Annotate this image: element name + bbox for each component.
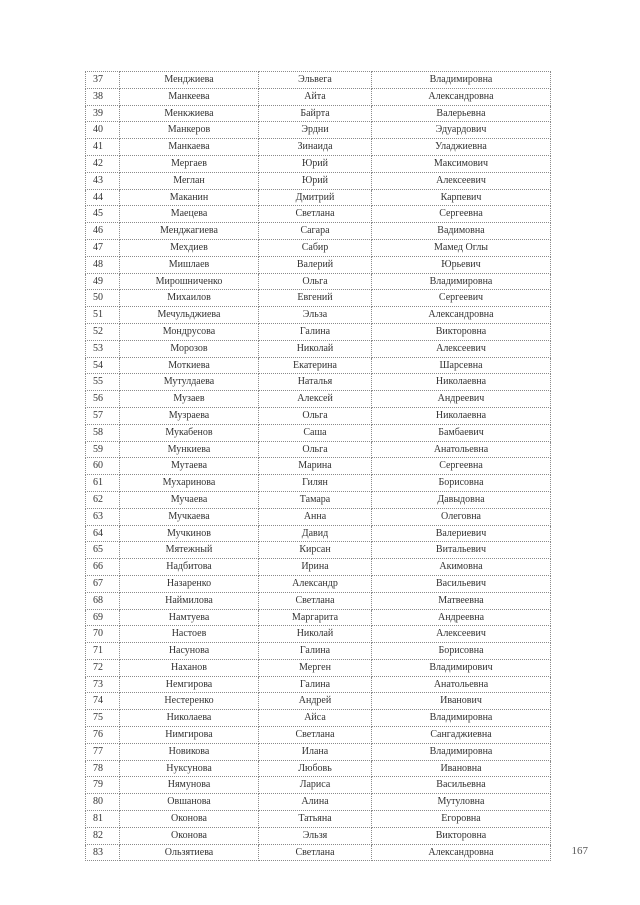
row-number-cell: 78: [86, 760, 120, 777]
first-name-cell: Галина: [259, 323, 372, 340]
table-row: [86, 424, 551, 441]
row-number-cell: 59: [86, 441, 120, 458]
first-name-cell: Илана: [259, 743, 372, 760]
surname-cell: Мухаринова: [120, 475, 259, 492]
row-number-cell: 57: [86, 407, 120, 424]
surname-cell: Мергаев: [120, 155, 259, 172]
table-row: [86, 575, 551, 592]
patronymic-cell: Андреевич: [372, 391, 551, 408]
patronymic-cell: Борисовна: [372, 475, 551, 492]
row-number-cell: 73: [86, 676, 120, 693]
patronymic-cell: Владимирович: [372, 659, 551, 676]
row-number-cell: 51: [86, 307, 120, 324]
row-number-cell: 46: [86, 223, 120, 240]
row-number-cell: 75: [86, 710, 120, 727]
first-name-cell: Айта: [259, 88, 372, 105]
row-number-cell: 45: [86, 206, 120, 223]
row-number-cell: 52: [86, 323, 120, 340]
roster-table: [85, 71, 551, 861]
table-row: [86, 844, 551, 861]
table-row: [86, 811, 551, 828]
patronymic-cell: Ивановна: [372, 760, 551, 777]
row-number-cell: 63: [86, 508, 120, 525]
first-name-cell: Байрта: [259, 105, 372, 122]
page-number: 167: [571, 845, 588, 857]
first-name-cell: Эльвега: [259, 72, 372, 89]
surname-cell: Нимгирова: [120, 727, 259, 744]
patronymic-cell: Андреевна: [372, 609, 551, 626]
table-row: [86, 323, 551, 340]
surname-cell: Николаева: [120, 710, 259, 727]
patronymic-cell: Бамбаевич: [372, 424, 551, 441]
patronymic-cell: Сангаджиевна: [372, 727, 551, 744]
row-number-cell: 62: [86, 491, 120, 508]
patronymic-cell: Васильевна: [372, 777, 551, 794]
row-number-cell: 81: [86, 811, 120, 828]
table-row: [86, 72, 551, 89]
table-row: [86, 458, 551, 475]
surname-cell: Мучкаева: [120, 508, 259, 525]
table-row: [86, 475, 551, 492]
surname-cell: Менкжиева: [120, 105, 259, 122]
first-name-cell: Светлана: [259, 206, 372, 223]
row-number-cell: 79: [86, 777, 120, 794]
patronymic-cell: Юрьевич: [372, 256, 551, 273]
row-number-cell: 50: [86, 290, 120, 307]
first-name-cell: Ольга: [259, 441, 372, 458]
patronymic-cell: Валерьевна: [372, 105, 551, 122]
patronymic-cell: Борисовна: [372, 643, 551, 660]
row-number-cell: 72: [86, 659, 120, 676]
table-row: [86, 88, 551, 105]
patronymic-cell: Олеговна: [372, 508, 551, 525]
table-row: [86, 155, 551, 172]
surname-cell: Музаев: [120, 391, 259, 408]
roster-table-container: [85, 71, 550, 861]
patronymic-cell: Алексеевич: [372, 626, 551, 643]
surname-cell: Мучкинов: [120, 525, 259, 542]
first-name-cell: Ирина: [259, 559, 372, 576]
table-row: [86, 357, 551, 374]
row-number-cell: 42: [86, 155, 120, 172]
first-name-cell: Валерий: [259, 256, 372, 273]
row-number-cell: 83: [86, 844, 120, 861]
first-name-cell: Мерген: [259, 659, 372, 676]
first-name-cell: Александр: [259, 575, 372, 592]
table-row: [86, 239, 551, 256]
surname-cell: Оконова: [120, 827, 259, 844]
surname-cell: Овшанова: [120, 794, 259, 811]
first-name-cell: Эльзя: [259, 827, 372, 844]
row-number-cell: 48: [86, 256, 120, 273]
first-name-cell: Дмитрий: [259, 189, 372, 206]
first-name-cell: Гилян: [259, 475, 372, 492]
table-row: [86, 189, 551, 206]
table-row: [86, 676, 551, 693]
surname-cell: Мишлаев: [120, 256, 259, 273]
table-row: [86, 290, 551, 307]
surname-cell: Манкеров: [120, 122, 259, 139]
patronymic-cell: Васильевич: [372, 575, 551, 592]
table-row: [86, 206, 551, 223]
first-name-cell: Николай: [259, 340, 372, 357]
surname-cell: Оконова: [120, 811, 259, 828]
row-number-cell: 82: [86, 827, 120, 844]
row-number-cell: 74: [86, 693, 120, 710]
patronymic-cell: Давыдовна: [372, 491, 551, 508]
surname-cell: Моткиева: [120, 357, 259, 374]
patronymic-cell: Владимировна: [372, 72, 551, 89]
table-row: [86, 525, 551, 542]
table-row: [86, 307, 551, 324]
patronymic-cell: Шарсевна: [372, 357, 551, 374]
first-name-cell: Любовь: [259, 760, 372, 777]
first-name-cell: Сагара: [259, 223, 372, 240]
first-name-cell: Галина: [259, 676, 372, 693]
first-name-cell: Галина: [259, 643, 372, 660]
patronymic-cell: Максимович: [372, 155, 551, 172]
patronymic-cell: Владимировна: [372, 273, 551, 290]
patronymic-cell: Мутуловна: [372, 794, 551, 811]
table-row: [86, 139, 551, 156]
first-name-cell: Светлана: [259, 592, 372, 609]
first-name-cell: Зинаида: [259, 139, 372, 156]
patronymic-cell: Матвеевна: [372, 592, 551, 609]
surname-cell: Нямунова: [120, 777, 259, 794]
table-row: [86, 626, 551, 643]
row-number-cell: 43: [86, 172, 120, 189]
first-name-cell: Юрий: [259, 172, 372, 189]
surname-cell: Мутулдаева: [120, 374, 259, 391]
row-number-cell: 54: [86, 357, 120, 374]
patronymic-cell: Сергеевна: [372, 206, 551, 223]
patronymic-cell: Алексеевич: [372, 340, 551, 357]
surname-cell: Михаилов: [120, 290, 259, 307]
surname-cell: Мункиева: [120, 441, 259, 458]
surname-cell: Маецева: [120, 206, 259, 223]
row-number-cell: 55: [86, 374, 120, 391]
table-row: [86, 273, 551, 290]
surname-cell: Менджагиева: [120, 223, 259, 240]
surname-cell: Манкаева: [120, 139, 259, 156]
table-row: [86, 827, 551, 844]
patronymic-cell: Владимировна: [372, 710, 551, 727]
first-name-cell: Айса: [259, 710, 372, 727]
table-row: [86, 794, 551, 811]
first-name-cell: Анна: [259, 508, 372, 525]
patronymic-cell: Викторовна: [372, 323, 551, 340]
row-number-cell: 39: [86, 105, 120, 122]
row-number-cell: 53: [86, 340, 120, 357]
surname-cell: Мучаева: [120, 491, 259, 508]
first-name-cell: Андрей: [259, 693, 372, 710]
first-name-cell: Юрий: [259, 155, 372, 172]
surname-cell: Намтуева: [120, 609, 259, 626]
surname-cell: Мирошниченко: [120, 273, 259, 290]
row-number-cell: 65: [86, 542, 120, 559]
first-name-cell: Марина: [259, 458, 372, 475]
first-name-cell: Кирсан: [259, 542, 372, 559]
row-number-cell: 70: [86, 626, 120, 643]
patronymic-cell: Эдуардович: [372, 122, 551, 139]
patronymic-cell: Владимировна: [372, 743, 551, 760]
row-number-cell: 69: [86, 609, 120, 626]
patronymic-cell: Анатольевна: [372, 676, 551, 693]
patronymic-cell: Сергеевна: [372, 458, 551, 475]
row-number-cell: 64: [86, 525, 120, 542]
patronymic-cell: Сергеевич: [372, 290, 551, 307]
row-number-cell: 44: [86, 189, 120, 206]
surname-cell: Наймилова: [120, 592, 259, 609]
surname-cell: Музраева: [120, 407, 259, 424]
first-name-cell: Маргарита: [259, 609, 372, 626]
row-number-cell: 67: [86, 575, 120, 592]
table-row: [86, 491, 551, 508]
first-name-cell: Тамара: [259, 491, 372, 508]
surname-cell: Новикова: [120, 743, 259, 760]
first-name-cell: Давид: [259, 525, 372, 542]
row-number-cell: 47: [86, 239, 120, 256]
table-row: [86, 374, 551, 391]
surname-cell: Мечульджиева: [120, 307, 259, 324]
row-number-cell: 58: [86, 424, 120, 441]
row-number-cell: 41: [86, 139, 120, 156]
first-name-cell: Наталья: [259, 374, 372, 391]
patronymic-cell: Витальевич: [372, 542, 551, 559]
table-row: [86, 592, 551, 609]
row-number-cell: 68: [86, 592, 120, 609]
table-row: [86, 542, 551, 559]
surname-cell: Наханов: [120, 659, 259, 676]
surname-cell: Надбитова: [120, 559, 259, 576]
table-row: [86, 441, 551, 458]
surname-cell: Насунова: [120, 643, 259, 660]
table-row: [86, 122, 551, 139]
first-name-cell: Эльза: [259, 307, 372, 324]
table-row: [86, 710, 551, 727]
roster-table-body: [86, 72, 551, 861]
first-name-cell: Алексей: [259, 391, 372, 408]
surname-cell: Немгирова: [120, 676, 259, 693]
first-name-cell: Татьяна: [259, 811, 372, 828]
table-row: [86, 659, 551, 676]
patronymic-cell: Александровна: [372, 844, 551, 861]
first-name-cell: Эрдни: [259, 122, 372, 139]
table-row: [86, 172, 551, 189]
first-name-cell: Лариса: [259, 777, 372, 794]
surname-cell: Маканин: [120, 189, 259, 206]
table-row: [86, 256, 551, 273]
patronymic-cell: Николаевна: [372, 374, 551, 391]
patronymic-cell: Вадимовна: [372, 223, 551, 240]
table-row: [86, 105, 551, 122]
first-name-cell: Николай: [259, 626, 372, 643]
surname-cell: Ользятиева: [120, 844, 259, 861]
row-number-cell: 56: [86, 391, 120, 408]
first-name-cell: Светлана: [259, 844, 372, 861]
table-row: [86, 693, 551, 710]
first-name-cell: Саша: [259, 424, 372, 441]
table-row: [86, 407, 551, 424]
row-number-cell: 61: [86, 475, 120, 492]
table-row: [86, 340, 551, 357]
surname-cell: Меглан: [120, 172, 259, 189]
first-name-cell: Ольга: [259, 273, 372, 290]
row-number-cell: 76: [86, 727, 120, 744]
table-row: [86, 743, 551, 760]
first-name-cell: Ольга: [259, 407, 372, 424]
row-number-cell: 37: [86, 72, 120, 89]
first-name-cell: Евгений: [259, 290, 372, 307]
table-row: [86, 223, 551, 240]
row-number-cell: 71: [86, 643, 120, 660]
row-number-cell: 49: [86, 273, 120, 290]
surname-cell: Нуксунова: [120, 760, 259, 777]
table-row: [86, 643, 551, 660]
patronymic-cell: Александровна: [372, 307, 551, 324]
patronymic-cell: Николаевна: [372, 407, 551, 424]
first-name-cell: Светлана: [259, 727, 372, 744]
patronymic-cell: Иванович: [372, 693, 551, 710]
row-number-cell: 60: [86, 458, 120, 475]
first-name-cell: Алина: [259, 794, 372, 811]
surname-cell: Манкеева: [120, 88, 259, 105]
row-number-cell: 77: [86, 743, 120, 760]
surname-cell: Мехдиев: [120, 239, 259, 256]
patronymic-cell: Уладжиевна: [372, 139, 551, 156]
patronymic-cell: Акимовна: [372, 559, 551, 576]
table-row: [86, 727, 551, 744]
row-number-cell: 80: [86, 794, 120, 811]
table-row: [86, 760, 551, 777]
patronymic-cell: Александровна: [372, 88, 551, 105]
table-row: [86, 508, 551, 525]
patronymic-cell: Мамед Оглы: [372, 239, 551, 256]
surname-cell: Мутаева: [120, 458, 259, 475]
row-number-cell: 40: [86, 122, 120, 139]
table-row: [86, 391, 551, 408]
surname-cell: Настоев: [120, 626, 259, 643]
patronymic-cell: Анатольевна: [372, 441, 551, 458]
row-number-cell: 38: [86, 88, 120, 105]
table-row: [86, 609, 551, 626]
row-number-cell: 66: [86, 559, 120, 576]
patronymic-cell: Карпевич: [372, 189, 551, 206]
surname-cell: Менджиева: [120, 72, 259, 89]
surname-cell: Мятежный: [120, 542, 259, 559]
table-row: [86, 777, 551, 794]
surname-cell: Морозов: [120, 340, 259, 357]
surname-cell: Назаренко: [120, 575, 259, 592]
surname-cell: Мондрусова: [120, 323, 259, 340]
first-name-cell: Екатерина: [259, 357, 372, 374]
first-name-cell: Сабир: [259, 239, 372, 256]
patronymic-cell: Алексеевич: [372, 172, 551, 189]
table-row: [86, 559, 551, 576]
surname-cell: Мукабенов: [120, 424, 259, 441]
patronymic-cell: Егоровна: [372, 811, 551, 828]
patronymic-cell: Викторовна: [372, 827, 551, 844]
patronymic-cell: Валериевич: [372, 525, 551, 542]
surname-cell: Нестеренко: [120, 693, 259, 710]
